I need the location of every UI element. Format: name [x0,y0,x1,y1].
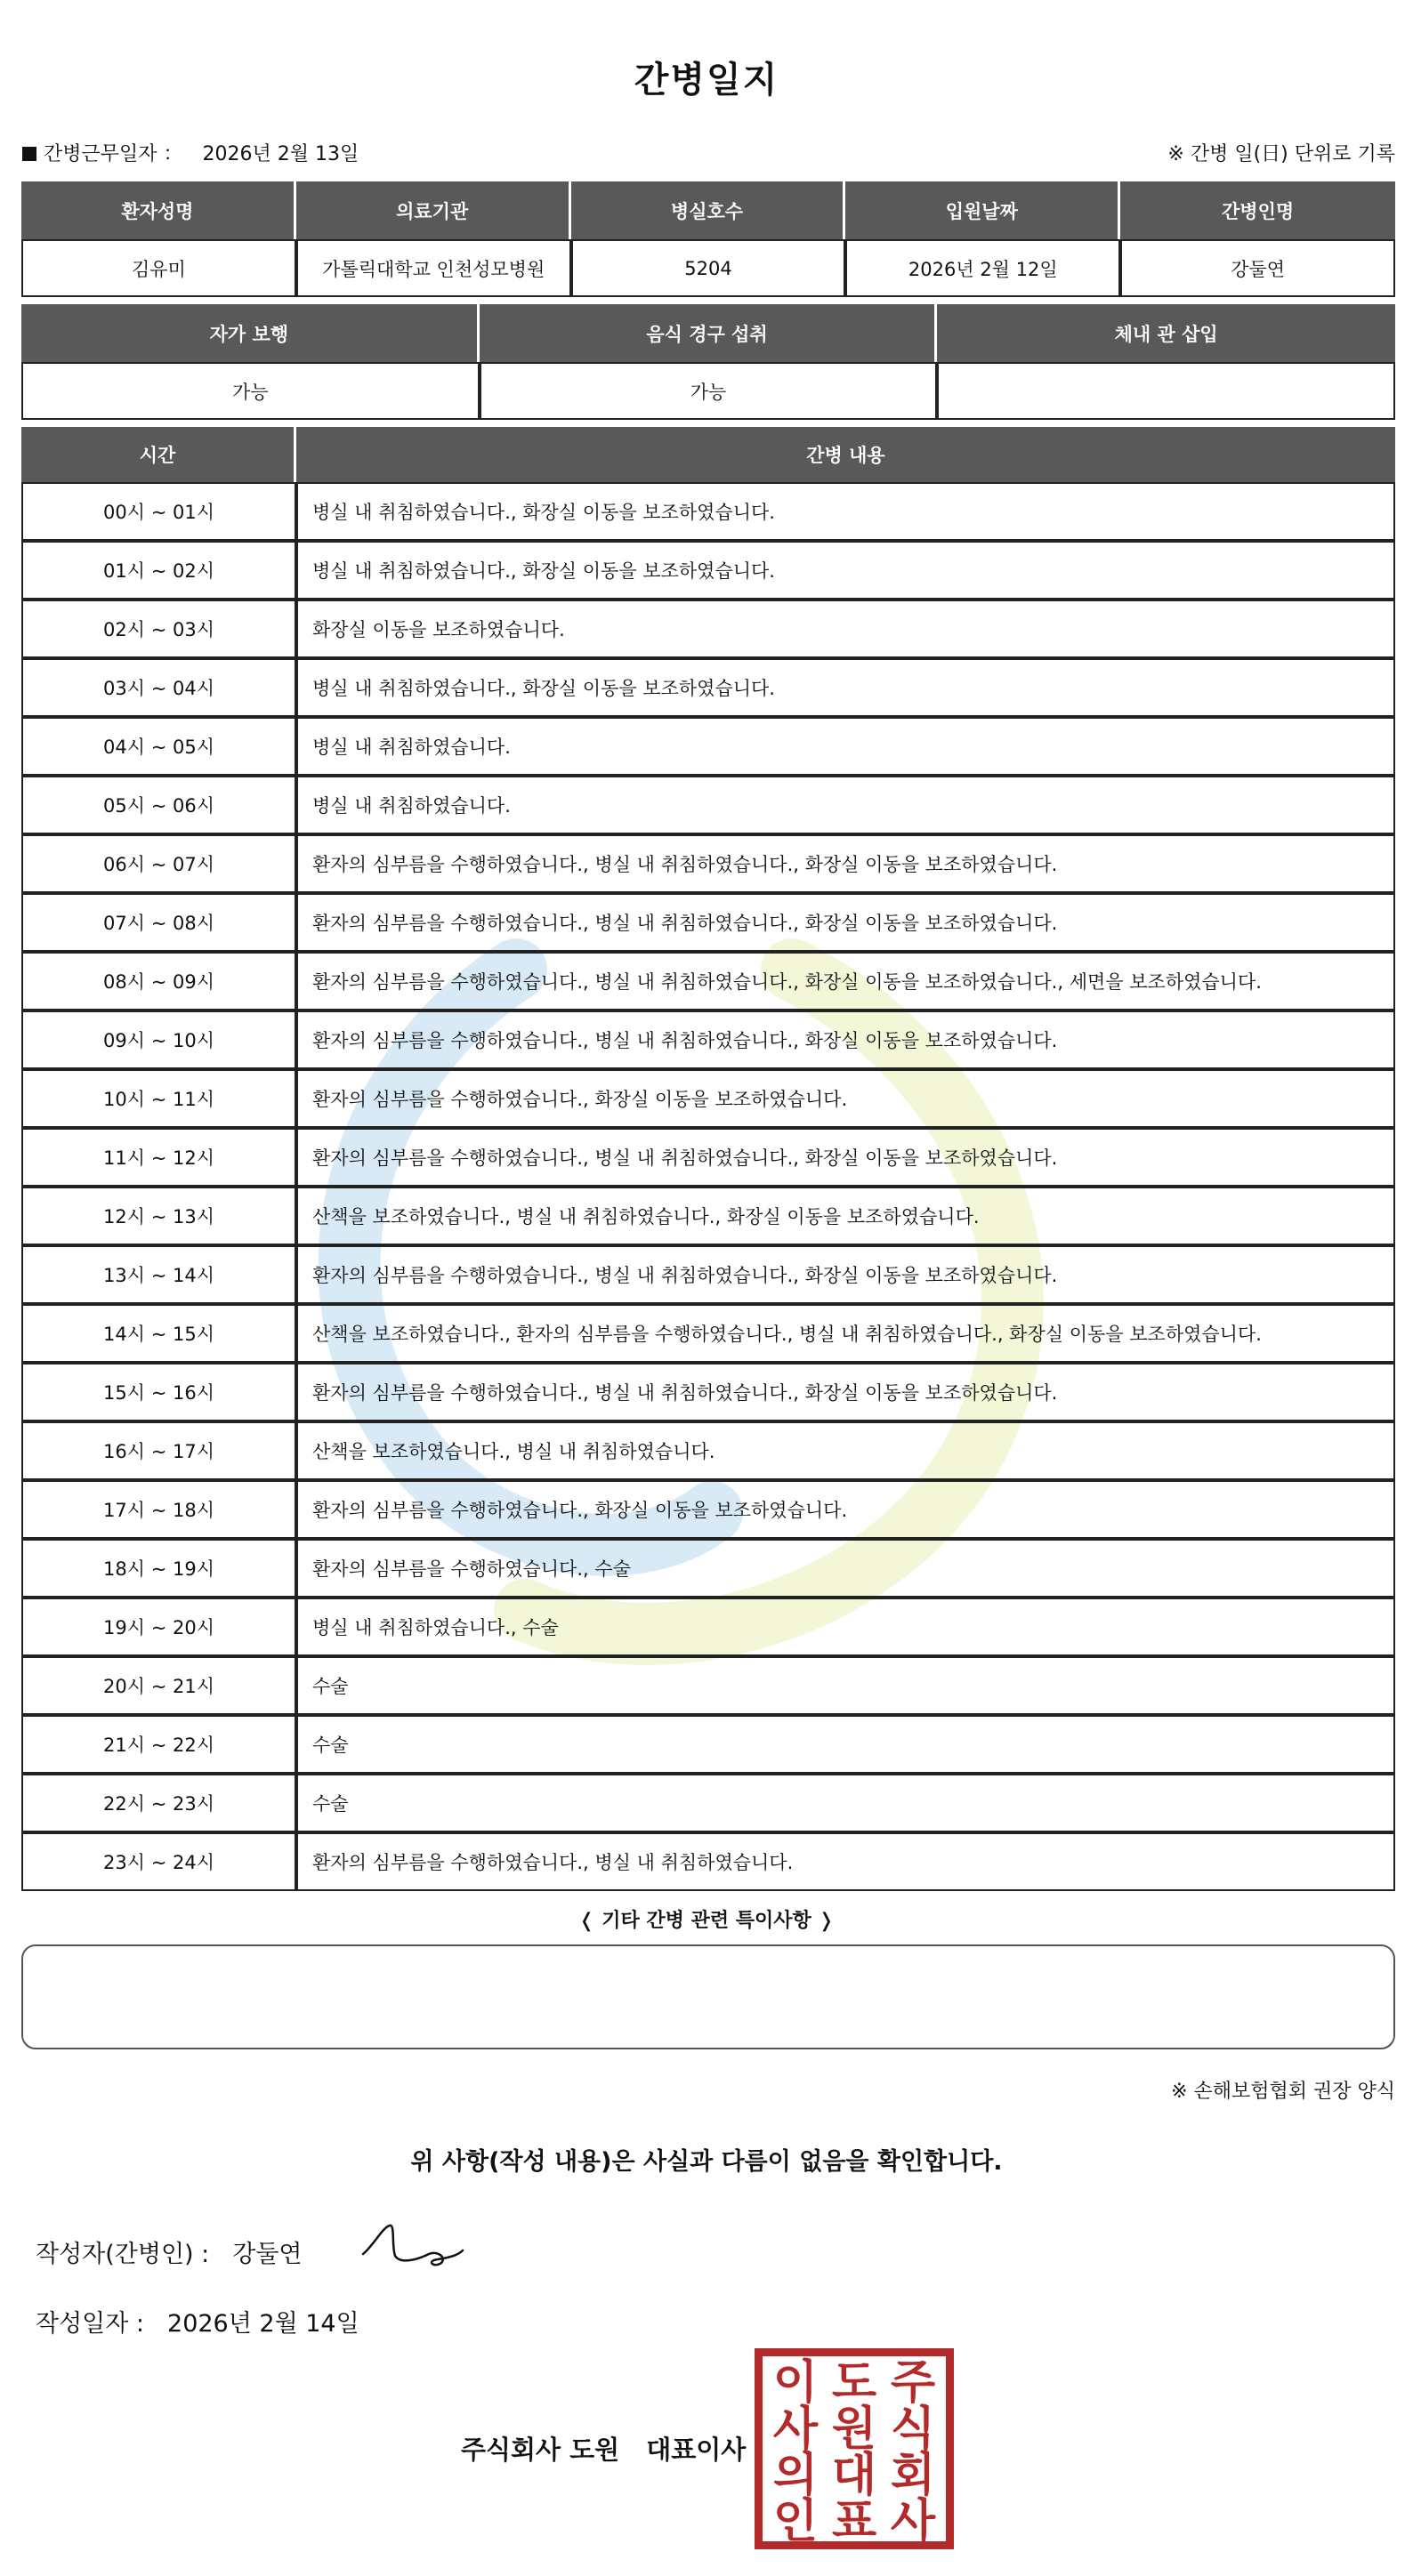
row-time: 21시 ~ 22시 [21,1715,296,1774]
row-time: 23시 ~ 24시 [21,1832,296,1891]
row-time: 01시 ~ 02시 [21,541,296,600]
header-time: 시간 [21,427,296,482]
row-care-content: 환자의 심부름을 수행하였습니다., 병실 내 취침하였습니다., 화장실 이동을 보조하였습니다. [296,1363,1395,1421]
confirmation-statement: 위 사항(작성 내용)은 사실과 다름이 없음을 확인합니다. [410,2148,1003,2176]
row-time: 03시 ~ 04시 [21,658,296,717]
row-care-content: 환자의 심부름을 수행하였습니다., 병실 내 취침하였습니다., 화장실 이동을 보조하였습니다., 세면을 보조하였습니다. [296,952,1395,1010]
table-row [21,717,1395,776]
row-time: 04시 ~ 05시 [21,717,296,776]
table-row [21,1128,1395,1187]
row-care-content: 환자의 심부름을 수행하였습니다., 화장실 이동을 보조하였습니다. [296,1480,1395,1539]
seal-grid [755,2348,954,2549]
care-log-rows [21,482,1395,1891]
row-care-content: 환자의 심부름을 수행하였습니다., 병실 내 취침하였습니다., 화장실 이동을 보조하였습니다. [296,834,1395,893]
page-title: 간병일지 [634,60,779,101]
company-name: 주식회사 도원 [461,2435,620,2465]
table-row [21,1069,1395,1128]
header-patient-name: 환자성명 [21,181,296,239]
row-care-content: 산책을 보조하였습니다., 병실 내 취침하였습니다., 화장실 이동을 보조하였습니다. [296,1187,1395,1245]
record-unit-note: ※ 간병 일(日) 단위로 기록 [1167,143,1395,165]
table-row [21,541,1395,600]
row-time: 18시 ~ 19시 [21,1539,296,1598]
table-row [21,893,1395,952]
row-time: 02시 ~ 03시 [21,600,296,658]
table-row [21,1304,1395,1363]
write-date [36,2304,359,2339]
table-row [21,776,1395,834]
writer [36,2234,303,2269]
row-care-content: 산책을 보조하였습니다., 환자의 심부름을 수행하였습니다., 병실 내 취침하였습니다., 화장실 이동을 보조하였습니다. [296,1304,1395,1363]
table-row [21,1421,1395,1480]
row-time: 09시 ~ 10시 [21,1010,296,1069]
seal-character: 대 [831,2449,877,2502]
hospital: 가톨릭대학교 인천성모병원 [296,239,571,297]
seal-character: 도 [831,2356,877,2410]
work-date-value: 2026년 2월 13일 [202,143,359,165]
company-signature-line [461,2430,746,2467]
patient-status-table [21,304,1395,420]
row-time: 16시 ~ 17시 [21,1421,296,1480]
patient-name: 김유미 [21,239,296,297]
row-care-content: 병실 내 취침하였습니다., 수술 [296,1598,1395,1656]
row-care-content: 환자의 심부름을 수행하였습니다., 병실 내 취침하였습니다. [296,1832,1395,1891]
row-care-content: 환자의 심부름을 수행하였습니다., 병실 내 취침하였습니다., 화장실 이동을 보조하였습니다. [296,1010,1395,1069]
row-time: 08시 ~ 09시 [21,952,296,1010]
seal-character: 식 [890,2403,936,2456]
company-seal-stamp [755,2348,954,2549]
tube-insertion [937,362,1395,420]
header-caregiver-name: 간병인명 [1120,181,1395,239]
care-log-table [21,427,1395,1891]
writer-name: 강둘연 [232,2241,303,2268]
square-bullet-icon [22,147,36,161]
row-care-content: 수술 [296,1774,1395,1832]
table-row [21,1715,1395,1774]
row-time: 07시 ~ 08시 [21,893,296,952]
table-row [21,600,1395,658]
row-care-content: 산책을 보조하였습니다., 병실 내 취침하였습니다. [296,1421,1395,1480]
header-admission-date: 입원날짜 [845,181,1120,239]
table-row [21,1187,1395,1245]
notes-box [21,1944,1395,2049]
row-care-content: 환자의 심부름을 수행하였습니다., 병실 내 취침하였습니다., 화장실 이동을 보조하였습니다. [296,1245,1395,1304]
oral-intake: 가능 [480,362,938,420]
table-row [21,952,1395,1010]
row-care-content: 병실 내 취침하였습니다., 화장실 이동을 보조하였습니다. [296,658,1395,717]
table-row [21,1245,1395,1304]
row-time: 13시 ~ 14시 [21,1245,296,1304]
row-care-content: 수술 [296,1715,1395,1774]
row-time: 00시 ~ 01시 [21,482,296,541]
seal-character: 인 [772,2495,819,2548]
row-care-content: 병실 내 취침하였습니다., 화장실 이동을 보조하였습니다. [296,541,1395,600]
write-date-value: 2026년 2월 14일 [167,2310,359,2338]
row-time: 17시 ~ 18시 [21,1480,296,1539]
writer-label: 작성자(간병인) : [36,2241,210,2268]
header-oral-intake: 음식 경구 섭취 [480,304,938,362]
header-care-content: 간병 내용 [296,427,1395,482]
table-row [21,1598,1395,1656]
row-care-content: 환자의 심부름을 수행하였습니다., 화장실 이동을 보조하였습니다. [296,1069,1395,1128]
seal-character: 원 [831,2403,877,2456]
row-care-content: 화장실 이동을 보조하였습니다. [296,600,1395,658]
admission-date: 2026년 2월 12일 [845,239,1120,297]
row-time: 10시 ~ 11시 [21,1069,296,1128]
row-care-content: 수술 [296,1656,1395,1715]
row-time: 12시 ~ 13시 [21,1187,296,1245]
header-tube-insertion: 체내 관 삽입 [937,304,1395,362]
row-care-content: 병실 내 취침하였습니다. [296,717,1395,776]
row-care-content: 환자의 심부름을 수행하였습니다., 수술 [296,1539,1395,1598]
row-time: 06시 ~ 07시 [21,834,296,893]
row-time: 05시 ~ 06시 [21,776,296,834]
table-row [21,1656,1395,1715]
seal-character: 사 [890,2495,936,2548]
row-time: 19시 ~ 20시 [21,1598,296,1656]
work-date-label: 간병근무일자 ： [44,143,183,165]
row-time: 15시 ~ 16시 [21,1363,296,1421]
table-row [21,1480,1395,1539]
header-hospital: 의료기관 [296,181,571,239]
seal-character: 주 [890,2356,936,2410]
row-time: 20시 ~ 21시 [21,1656,296,1715]
table-row [21,1832,1395,1891]
header-self-walking: 자가 보행 [21,304,480,362]
table-row [21,834,1395,893]
row-care-content: 병실 내 취침하였습니다., 화장실 이동을 보조하였습니다. [296,482,1395,541]
seal-character: 회 [890,2449,936,2502]
row-time: 14시 ~ 15시 [21,1304,296,1363]
notes-title: ❬ 기타 간병 관련 특이사항 ❭ [578,1910,835,1932]
room-number: 5204 [571,239,846,297]
patient-info-table [21,181,1395,297]
self-walking: 가능 [21,362,480,420]
table-row [21,1363,1395,1421]
row-time: 11시 ~ 12시 [21,1128,296,1187]
work-date [22,139,359,166]
row-care-content: 환자의 심부름을 수행하였습니다., 병실 내 취침하였습니다., 화장실 이동을 보조하였습니다. [296,893,1395,952]
row-care-content: 병실 내 취침하였습니다. [296,776,1395,834]
table-row [21,1539,1395,1598]
row-care-content: 환자의 심부름을 수행하였습니다., 병실 내 취침하였습니다., 화장실 이동을 보조하였습니다. [296,1128,1395,1187]
header-room: 병실호수 [571,181,846,239]
seal-character: 의 [772,2449,819,2502]
signature-image [356,2218,472,2272]
caregiver-name: 강둘연 [1120,239,1395,297]
seal-character: 표 [831,2495,877,2548]
write-date-label: 작성일자 : [36,2310,145,2338]
table-row [21,1774,1395,1832]
row-time: 22시 ~ 23시 [21,1774,296,1832]
seal-character: 이 [772,2356,819,2410]
seal-character: 사 [772,2403,819,2456]
table-row [21,482,1395,541]
recommend-note: ※ 손해보험협회 권장 양식 [1171,2081,1395,2103]
table-row [21,658,1395,717]
company-ceo-title: 대표이사 [646,2435,747,2465]
table-row [21,1010,1395,1069]
